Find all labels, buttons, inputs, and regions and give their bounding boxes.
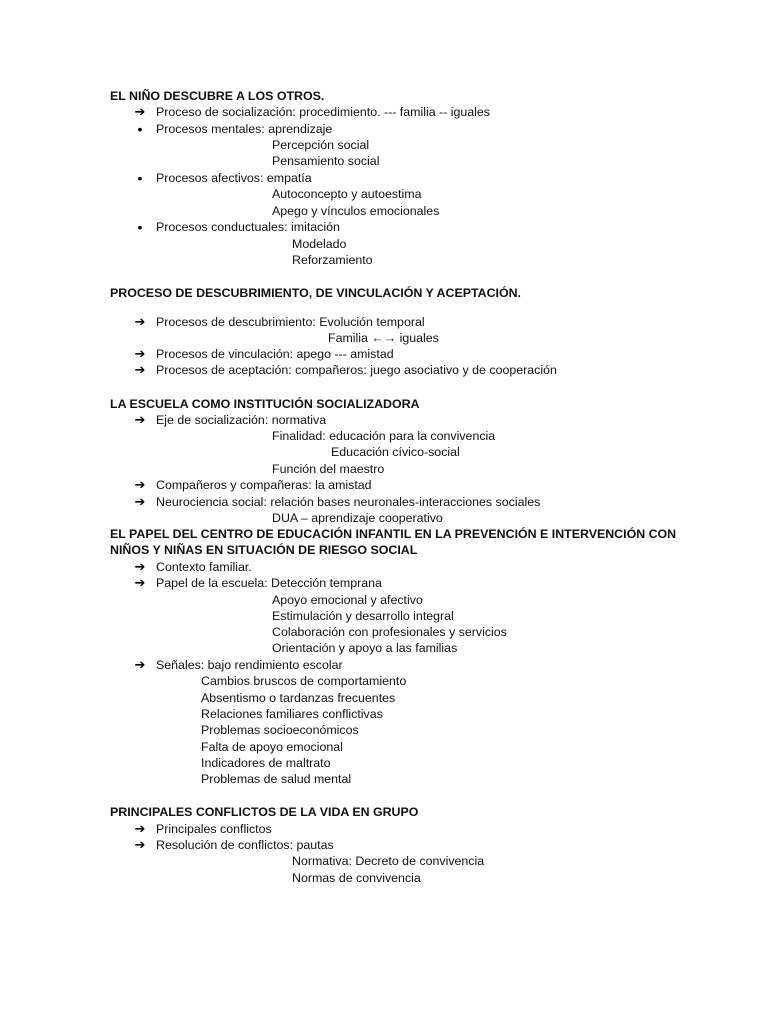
section-heading: NIÑOS Y NIÑAS EN SITUACIÓN DE RIESGO SOCIAL bbox=[110, 543, 418, 557]
arrow-right-icon: ➔ bbox=[134, 362, 146, 377]
document-line: Eje de socialización: normativa bbox=[156, 413, 327, 427]
arrow-right-icon: ➔ bbox=[134, 657, 146, 672]
arrow-right-icon: ➔ bbox=[134, 477, 146, 492]
document-line: Función del maestro bbox=[272, 462, 385, 476]
document-line: Problemas socioeconómicos bbox=[201, 723, 359, 737]
document-line: Apoyo emocional y afectivo bbox=[272, 593, 423, 607]
document-line: Colaboración con profesionales y servicios bbox=[272, 625, 507, 639]
document-line: Finalidad: educación para la convivencia bbox=[272, 429, 496, 443]
document-line: Percepción social bbox=[272, 138, 370, 152]
arrow-right-icon: ➔ bbox=[134, 559, 146, 574]
document-line: Normativa: Decreto de convivencia bbox=[292, 854, 485, 868]
section-heading: EL PAPEL DEL CENTRO DE EDUCACIÓN INFANTIL EN LA PREVENCIÓN E INTERVENCIÓN CON bbox=[110, 527, 677, 541]
document-line: Apego y vínculos emocionales bbox=[272, 204, 440, 218]
document-line: Indicadores de maltrato bbox=[201, 756, 331, 770]
document-line: DUA – aprendizaje cooperativo bbox=[272, 511, 443, 525]
document-line: Familia ←→ iguales bbox=[328, 331, 439, 345]
bullet-icon: • bbox=[137, 170, 143, 186]
document-line: Papel de la escuela: Detección temprana bbox=[156, 576, 382, 590]
arrow-right-icon: ➔ bbox=[134, 412, 146, 427]
document-line: Orientación y apoyo a las familias bbox=[272, 641, 458, 655]
document-line: Cambios bruscos de comportamiento bbox=[201, 674, 407, 688]
document-line: Compañeros y compañeras: la amistad bbox=[156, 478, 372, 492]
document-line: Contexto familiar. bbox=[156, 560, 252, 574]
document-line: Señales: bajo rendimiento escolar bbox=[156, 658, 343, 672]
bullet-icon: • bbox=[137, 219, 143, 235]
section-heading: PRINCIPALES CONFLICTOS DE LA VIDA EN GRUPO bbox=[110, 805, 419, 819]
arrow-right-icon: ➔ bbox=[134, 104, 146, 119]
bullet-icon: • bbox=[137, 121, 143, 137]
arrow-right-icon: ➔ bbox=[134, 494, 146, 509]
arrow-right-icon: ➔ bbox=[134, 575, 146, 590]
document-line: Procesos afectivos: empatía bbox=[156, 171, 312, 185]
document-line: Educación cívico-social bbox=[331, 445, 460, 459]
document-line: Procesos mentales: aprendizaje bbox=[156, 122, 333, 136]
document-line: Problemas de salud mental bbox=[201, 772, 352, 786]
document-line: Relaciones familiares conflictivas bbox=[201, 707, 383, 721]
document-line: Neurociencia social: relación bases neuronales-interacciones sociales bbox=[156, 495, 541, 509]
document-line: Resolución de conflictos: pautas bbox=[156, 838, 334, 852]
document-line: Absentismo o tardanzas frecuentes bbox=[201, 691, 396, 705]
document-line: Procesos de vinculación: apego --- amistad bbox=[156, 347, 394, 361]
section-heading: PROCESO DE DESCUBRIMIENTO, DE VINCULACIÓN Y ACEPTACIÓN. bbox=[110, 286, 522, 300]
section-heading: EL NIÑO DESCUBRE A LOS OTROS. bbox=[110, 89, 325, 103]
arrow-right-icon: ➔ bbox=[134, 821, 146, 836]
arrow-right-icon: ➔ bbox=[134, 314, 146, 329]
section-heading: LA ESCUELA COMO INSTITUCIÓN SOCIALIZADORA bbox=[110, 397, 420, 411]
document-line: Procesos de descubrimiento: Evolución temporal bbox=[156, 315, 425, 329]
document-line: Autoconcepto y autoestima bbox=[272, 187, 422, 201]
document-line: Procesos conductuales: imitación bbox=[156, 220, 340, 234]
document-line: Proceso de socialización: procedimiento. --- familia -- iguales bbox=[156, 105, 490, 119]
arrow-right-icon: ➔ bbox=[134, 346, 146, 361]
document-line: Modelado bbox=[292, 237, 347, 251]
document-line: Normas de convivencia bbox=[292, 871, 421, 885]
document-line: Pensamiento social bbox=[272, 154, 380, 168]
document-line: Principales conflictos bbox=[156, 822, 272, 836]
document-line: Estimulación y desarrollo integral bbox=[272, 609, 454, 623]
document-line: Falta de apoyo emocional bbox=[201, 740, 343, 754]
arrow-right-icon: ➔ bbox=[134, 837, 146, 852]
document-line: Procesos de aceptación: compañeros: juego asociativo y de cooperación bbox=[156, 363, 557, 377]
document-line: Reforzamiento bbox=[292, 253, 373, 267]
